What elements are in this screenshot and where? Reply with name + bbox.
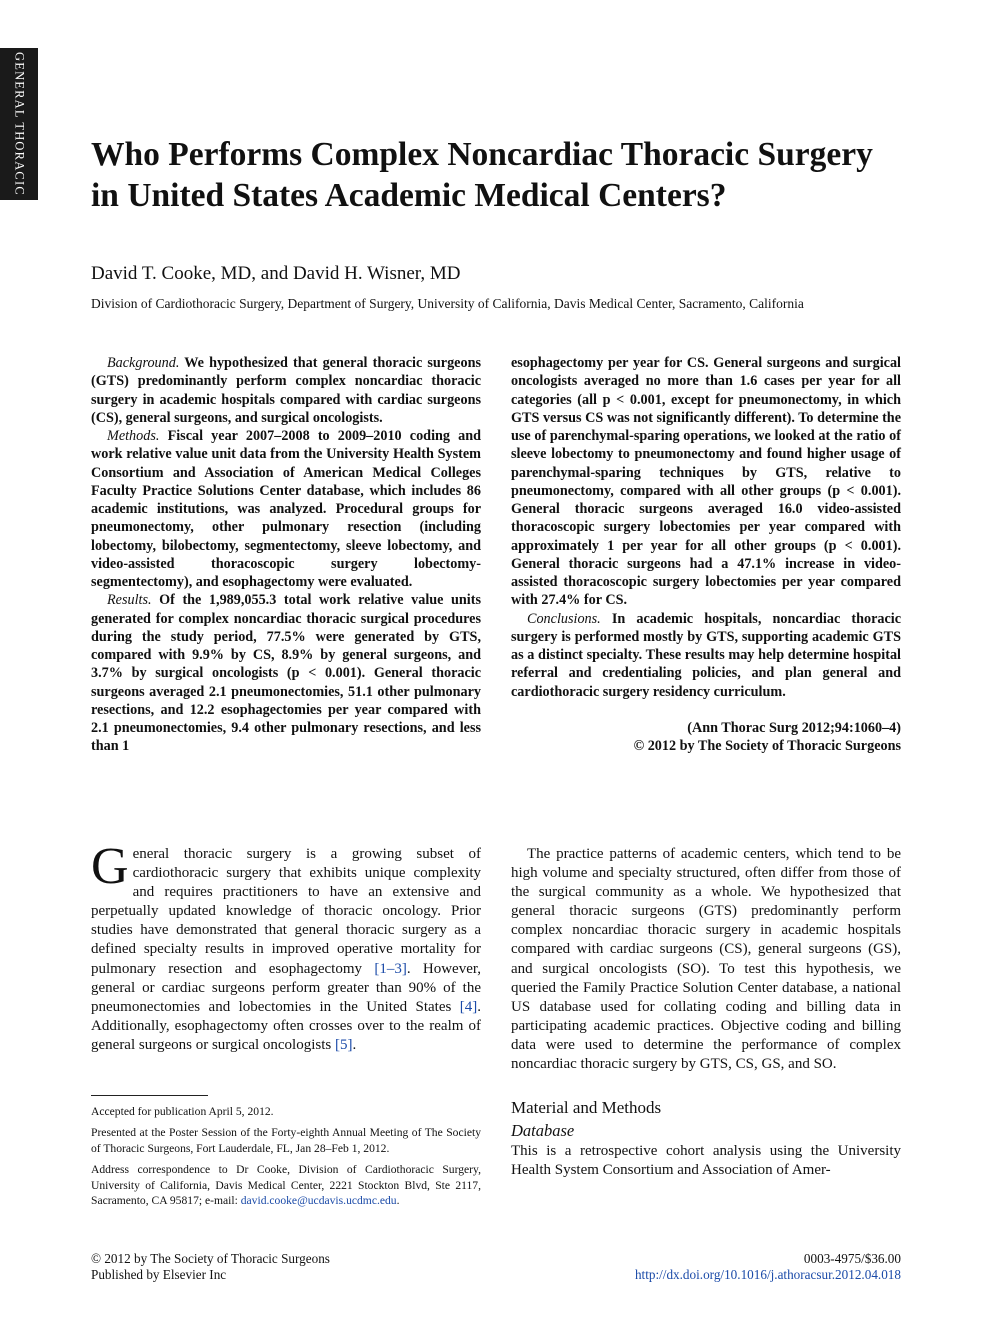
- abstract-results: [91, 591, 481, 755]
- background-label: Background.: [107, 355, 180, 371]
- accepted-note: Accepted for publication April 5, 2012.: [91, 1105, 274, 1118]
- journal-citation: (Ann Thorac Surg 2012;94:1060–4): [687, 719, 901, 736]
- subsection-heading: Database: [511, 1121, 575, 1141]
- abstract-results-continued: [511, 354, 901, 610]
- footer-publisher: Published by Elsevier Inc: [91, 1267, 227, 1282]
- footer-left: [91, 1251, 330, 1283]
- reference-link-1-3[interactable]: [1–3]: [374, 960, 407, 977]
- section-heading: Material and Methods: [511, 1098, 662, 1118]
- reference-link-4[interactable]: [4]: [459, 998, 478, 1015]
- conclusions-label: Conclusions.: [527, 610, 601, 627]
- abstract-citation-block: [511, 719, 901, 756]
- correspondence-text: Address correspondence to Dr Cooke, Division of Cardiothoracic Surgery, University of California, Davis Medical Center, 2221 Stockton Blvd, Ste 2117, Sacramento, CA 95817; e-mail:: [91, 1163, 481, 1208]
- footer-right: [635, 1251, 901, 1283]
- affiliation: Division of Cardiothoracic Surgery, Department of Surgery, University of California, Davis Medical Center, Sacramento, California: [91, 296, 804, 311]
- intro-text-2: . However, general or cardiac surgeons perform greater than 90% of the pneumonectomies and lobectomies in the United States: [91, 960, 482, 1015]
- correspondence-end: .: [396, 1194, 400, 1208]
- intro-text-3: . Additionally, esophagectomy often crosses over to the realm of general surgeons or surgical oncologists: [91, 998, 481, 1053]
- results-text-right: esophagectomy per year for CS. General surgeons and surgical oncologists averaged no more than 1.6 cases per year for all categories (all p < 0.001, except for pneumonectomy, in which GTS versus CS was not significantly different). To determine the use of parenchymal-sparing operations, we looked at the ratio of sleeve lobectomy to pneumonectomy and found higher usage of parenchymal-sparing techniques by GTS, relative to pneumonectomy, compared with all other groups (p < 0.001). General thoracic surgeons averaged 16.0 video-assisted thoracoscopic surgery lobectomies per year compared with approximately 1 per year for all other groups (p < 0.001). General thoracic surgeons had a 47.1% increase in video-assisted thoracoscopic surgery lobectomies per year compared with 27.4% for CS.: [511, 355, 901, 609]
- body-left-column: [91, 838, 482, 1055]
- body-right-column: [511, 845, 901, 1181]
- doi-link[interactable]: http://dx.doi.org/10.1016/j.athoracsur.2012.04.018: [634, 1267, 901, 1282]
- abstract-copyright: © 2012 by The Society of Thoracic Surgeons: [633, 738, 901, 754]
- abstract-methods: [91, 427, 481, 591]
- presented-note: Presented at the Poster Session of the Forty-eighth Annual Meeting of The Society of Thoracic Surgeons, Fort Lauderdale, FL, Jan 28–Feb 1, 2012.: [91, 1126, 481, 1155]
- footnotes: [91, 1104, 481, 1214]
- background-text: We hypothesized that general thoracic surgeons (GTS) predominantly perform complex noncardiac thoracic surgery in academic hospitals compared with cardiac surgeons (CS), general surgeons, and surgical oncologists.: [91, 355, 481, 426]
- reference-link-5[interactable]: [5]: [334, 1036, 353, 1053]
- methods-label: Methods.: [107, 428, 160, 444]
- correspondence-note: [91, 1162, 481, 1208]
- authors: David T. Cooke, MD, and David H. Wisner, MD: [91, 263, 461, 284]
- footer-issn: 0003-4975/$36.00: [803, 1251, 901, 1266]
- results-label: Results.: [107, 592, 152, 609]
- footer-copyright: © 2012 by The Society of Thoracic Surgeons: [91, 1251, 330, 1266]
- abstract-background: [91, 354, 481, 427]
- results-text-left: Of the 1,989,055.3 total work relative value units generated for complex noncardiac thoracic surgical procedures during the study period, 77.5% were generated by GTS, compared with 9.9% by CS, 8.9% by general surgeons, and 3.7% by surgical oncologists (p < 0.001). General thoracic surgeons averaged 2.1 pneumonectomies, 51.1 other pulmonary resections, and 12.2 esophagectomies per year compared with 2.1 pneumonectomies, 9.4 other pulmonary resections, and less than 1: [91, 592, 481, 755]
- abstract-right-column: [511, 354, 901, 755]
- hypothesis-paragraph: The practice patterns of academic centers, which tend to be high volume and specialty structured, often differ from those of the surgical community as a whole. We hypothesized that general thoracic surgeons (GTS) predominantly perform complex noncardiac thoracic surgery in academic hospitals compared with cardiac surgeons (CS), general surgeons (GS), and surgical oncologists (SO). To test this hypothesis, we queried the Family Practice Solution Center database, a national US database used for collating coding and billing data in participating academic practices. Objective coding and billing data were used to determine the performance of complex noncardiac thoracic surgery by GTS, CS, GS, and SO.: [511, 846, 901, 1073]
- drop-cap: G: [91, 838, 129, 895]
- intro-paragraph: [91, 838, 482, 1055]
- article-title: Who Performs Complex Noncardiac Thoracic Surgery in United States Academic Medical Centers?: [91, 136, 873, 214]
- footnote-divider: [91, 1095, 208, 1096]
- section-tab: GENERAL THORACIC: [0, 48, 38, 200]
- database-paragraph: This is a retrospective cohort analysis using the University Health System Consortium and Association of Amer-: [511, 1143, 901, 1179]
- email-link[interactable]: david.cooke@ucdavis.ucdmc.edu: [240, 1194, 397, 1208]
- intro-text-1: eneral thoracic surgery is a growing subset of cardiothoracic surgery that exhibits unique complexity and requires practitioners to have an extensive and perpetually updated knowledge of thoracic oncology. Prior studies have demonstrated that general thoracic surgery as a defined specialty results in improved operative mortality for pulmonary resection and esophagectomy: [91, 846, 481, 977]
- abstract-left-column: [91, 354, 481, 756]
- intro-text-4: .: [352, 1036, 357, 1053]
- conclusions-text: In academic hospitals, noncardiac thoracic surgery is performed mostly by GTS, supporting academic GTS as a distinct specialty. These results may help determine hospital referral and credentialing policies, and plan general and cardiothoracic surgery residency curriculum.: [511, 610, 902, 700]
- abstract-conclusions: [511, 610, 901, 701]
- methods-text: Fiscal year 2007–2008 to 2009–2010 coding and work relative value unit data from the University Health System Consortium and Association of American Medical Colleges Faculty Practice Solutions Center database, which includes 86 academic institutions, was analyzed. Procedural groups for pneumonectomy, other pulmonary resection (including lobectomy, bilobectomy, segmentectomy, sleeve lobectomy, and video-assisted thoracoscopic surgery lobectomy-segmentectomy), and esophagectomy were evaluated.: [91, 428, 482, 590]
